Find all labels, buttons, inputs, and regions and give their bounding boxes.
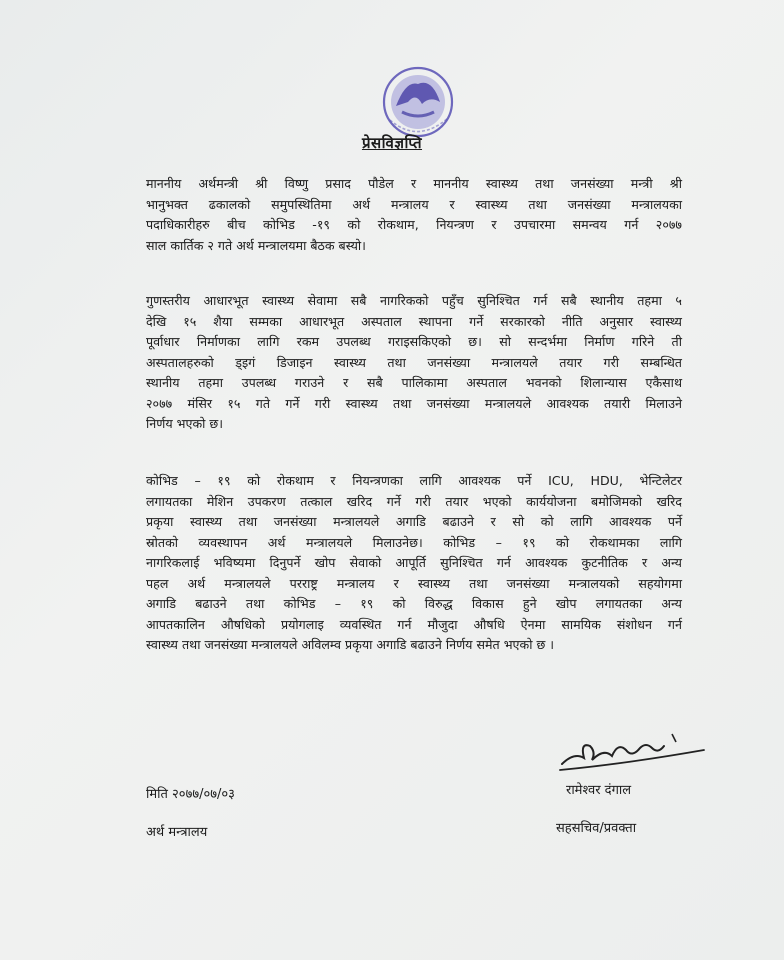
paragraph-line: पहल अर्थ मन्त्रालयले परराष्ट्र मन्त्रालय र स्वास्थ्य तथा जनसंख्या मन्त्रालयको सहयोगमा: [146, 575, 682, 591]
paragraph-line: नागरिकलाई भविष्यमा दिनुपर्ने खोप सेवाको आपूर्ति सुनिश्चित गर्न आवश्यक कुटनीतिक र अन्य: [146, 555, 682, 570]
paragraph-line: अस्पतालहरुको ड्इगं डिजाइन स्वास्थ्य तथा जनसंख्या मन्त्रालयले तयार गरी सम्बन्धित: [146, 354, 682, 370]
page-title: प्रेसविज्ञप्ति: [361, 134, 423, 152]
paragraph-line: पूर्वाधार निर्माणका लागि रकम उपलब्ध गराइसकिएको छ। सो सन्दर्भमा निर्माण गरिने ती: [146, 334, 682, 349]
paragraph-line: निर्णय भएको छ।: [146, 416, 224, 431]
paragraph-line: माननीय अर्थमन्त्री श्री विष्णु प्रसाद पौडेल र माननीय स्वास्थ्य तथा जनसंख्या मन्त्री श्री: [146, 176, 682, 191]
paragraph-3: [146, 471, 682, 656]
paragraph-line: प्रकृया स्वास्थ्य तथा जनसंख्या मन्त्रालयले अगाडि बढाउने र सो को लागि आवश्यक पर्ने: [146, 514, 682, 529]
paragraph-line: आपतकालिन औषधिको प्रयोगलाइ व्यवस्थित गर्न मौजुदा औषधि ऐनमा सामयिक संशोधन गर्न: [146, 616, 682, 632]
paragraph-line: स्थानीय तहमा उपलब्ध गराउने र सबै पालिकामा अस्पताल भवनको शिलान्यास एकैसाथ: [146, 375, 682, 390]
paragraph-line: भानुभक्त ढकालको समुपस्थितिमा अर्थ मन्त्रालय र स्वास्थ्य तथा जनसंख्या मन्त्रालयका: [146, 196, 682, 212]
paragraph-line: अगाडि बढाउने तथा कोभिड – १९ को विरुद्ध विकास हुने खोप लगायतका अन्य: [146, 596, 682, 611]
date-line: मिति २०७७/०७/०३: [146, 787, 235, 802]
paragraph-line: देखि १५ शैया सम्मका आधारभूत अस्पताल स्थापना गर्ने सरकारको नीति अनुसार स्वास्थ्य: [146, 313, 682, 329]
paragraph-line: पदाधिकारीहरु बीच कोभिड -१९ को रोकथाम, नियन्त्रण र उपचारमा समन्वय गर्न २०७७: [146, 217, 682, 232]
handwritten-signature: [554, 712, 714, 778]
paragraph-2: [146, 291, 682, 435]
paragraph-line: कोभिड – १९ को रोकथाम र नियन्त्रणका लागि आवश्यक पर्ने ICU, HDU, भेन्टिलेटर: [146, 473, 682, 488]
signatory-name: रामेश्वर दंगाल: [566, 783, 632, 798]
paragraph-line: २०७७ मंसिर १५ गते गर्ने गरी स्वास्थ्य तथा जनसंख्या मन्त्रालयले आवश्यक तयारी मिलाउने: [146, 395, 682, 411]
signatory-title: सहसचिव/प्रवक्ता: [556, 821, 637, 836]
paragraph-line: गुणस्तरीय आधारभूत स्वास्थ्य सेवामा सबै नागरिकको पहुँच सुनिश्चित गर्न सबै स्थानीय तहमा ५: [146, 293, 682, 308]
paragraph-line: स्वास्थ्य तथा जनसंख्या मन्त्रालयले अविलम्व प्रकृया अगाडि बढाउने निर्णय समेत भएको छ ।: [146, 637, 555, 652]
paragraph-line: लगायतका मेशिन उपकरण तत्काल खरिद गर्ने गरी तयार भएको कार्ययोजना बमोजिमको खरिद: [146, 493, 682, 509]
office-name: अर्थ मन्त्रालय: [146, 825, 208, 840]
paragraph-1: [146, 174, 682, 256]
paragraph-line: साल कार्तिक २ गते अर्थ मन्त्रालयमा बैठक बस्यो।: [146, 237, 366, 253]
paragraph-line: स्रोतको व्यवस्थापन अर्थ मन्त्रालयले मिलाउनेछ। कोभिड – १९ को रोकथामका लागि: [146, 534, 682, 550]
